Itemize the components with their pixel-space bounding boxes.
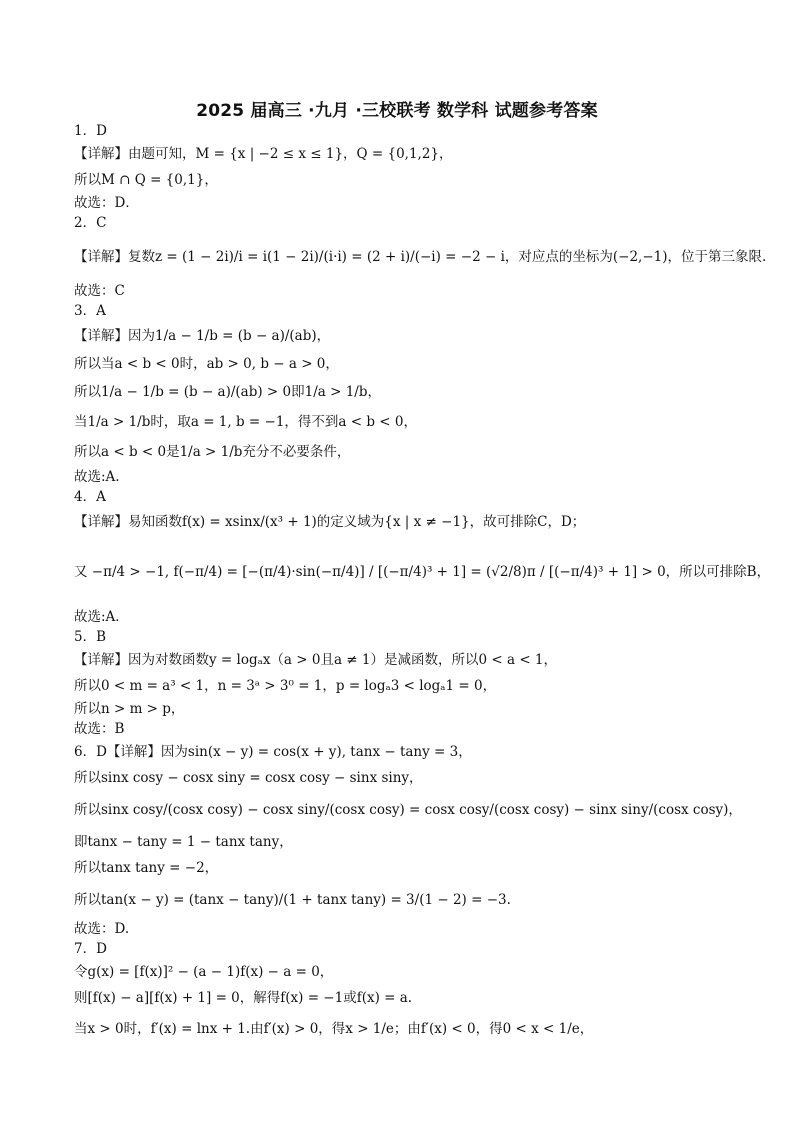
answer-1-choice: 故选：D． xyxy=(74,195,139,211)
answer-4-step: 又 −π/4 > −1, f(−π/4) = [−(π/4)·sin(−π/4)] / [(−π/4)³ + 1] = (√2/8)π / [(−π/4)³ + 1] > 0，所以可排除B， xyxy=(74,564,771,580)
answer-5-choice: 故选：B xyxy=(74,721,125,737)
answer-4-choice: 故选:A． xyxy=(74,609,129,625)
answer-7-step: 当x > 0时，f′(x) = lnx + 1.由f′(x) > 0，得x > 1/e；由f′(x) < 0，得0 < x < 1/e， xyxy=(74,1021,594,1037)
answer-7-header: 7．D xyxy=(74,941,107,957)
answer-5-header: 5．B xyxy=(74,629,107,645)
answer-7-step: 令g(x) = [f(x)]² − (a − 1)f(x) − a = 0， xyxy=(74,964,334,980)
answer-7-step: 则[f(x) − a][f(x) + 1] = 0，解得f(x) = −1或f(x) = a. xyxy=(74,990,413,1006)
page-title: 2025 届高三 ·九月 ·三校联考 数学科 试题参考答案 xyxy=(196,101,598,121)
answer-2-header: 2．C xyxy=(74,215,107,231)
answer-3-step: 当1/a > 1/b时，取a = 1, b = −1，得不到a < b < 0， xyxy=(74,414,417,430)
answer-6-step: 即tanx − tany = 1 − tanx tany， xyxy=(74,834,293,850)
answer-6-choice: 故选：D. xyxy=(74,921,130,937)
answer-3-header: 3．A xyxy=(74,303,106,319)
answer-2-choice: 故选：C xyxy=(74,283,125,299)
answer-4-header: 4．A xyxy=(74,489,106,505)
answer-3-choice: 故选:A. xyxy=(74,469,120,485)
answer-5-step: 所以0 < m = a³ < 1，n = 3ᵃ > 3⁰ = 1，p = logₐ3 < logₐ1 = 0， xyxy=(74,678,497,694)
answer-content xyxy=(74,121,771,1047)
answer-2-detail: 【详解】复数z = (1 − 2i)/i = i(1 − 2i)/(i·i) = (2 + i)/(−i) = −2 − i，对应点的坐标为(−2,−1)，位于第三象限. xyxy=(74,249,767,265)
answer-4-detail: 【详解】易知函数f(x) = xsinx/(x³ + 1)的定义域为{x | x ≠ −1}，故可排除C，D； xyxy=(74,514,586,530)
answer-5-step: 所以n > m > p， xyxy=(74,701,185,717)
answer-1-step: 所以M ∩ Q = {0,1}， xyxy=(74,172,218,188)
answer-6-detail: 6．D【详解】因为sin(x − y) = cos(x + y), tanx − tany = 3， xyxy=(74,744,472,760)
answer-1-detail: 【详解】由题可知，M = {x | −2 ≤ x ≤ 1}，Q = {0,1,2}， xyxy=(74,146,453,162)
answer-3-step: 所以1/a − 1/b = (b − a)/(ab) > 0即1/a > 1/b， xyxy=(74,384,381,400)
answer-5-detail: 【详解】因为对数函数y = logₐx（a > 0且a ≠ 1）是减函数，所以0 < a < 1， xyxy=(74,652,558,668)
answer-3-step: 所以当a < b < 0时，ab > 0, b − a > 0， xyxy=(74,356,339,372)
answer-6-step: 所以tan(x − y) = (tanx − tany)/(1 + tanx tany) = 3/(1 − 2) = −3. xyxy=(74,892,511,908)
answer-3-detail: 【详解】因为1/a − 1/b = (b − a)/(ab)， xyxy=(74,328,331,344)
answer-6-step: 所以tanx tany = −2， xyxy=(74,860,219,876)
answer-1-header: 1．D xyxy=(74,123,107,139)
answer-3-step: 所以a < b < 0是1/a > 1/b充分不必要条件， xyxy=(74,444,351,460)
answer-6-step: 所以sinx cosy − cosx siny = cosx cosy − sinx siny， xyxy=(74,770,423,786)
answer-6-step: 所以sinx cosy/(cosx cosy) − cosx siny/(cosx cosy) = cosx cosy/(cosx cosy) − sinx siny/(cosx cosy)， xyxy=(74,802,742,818)
